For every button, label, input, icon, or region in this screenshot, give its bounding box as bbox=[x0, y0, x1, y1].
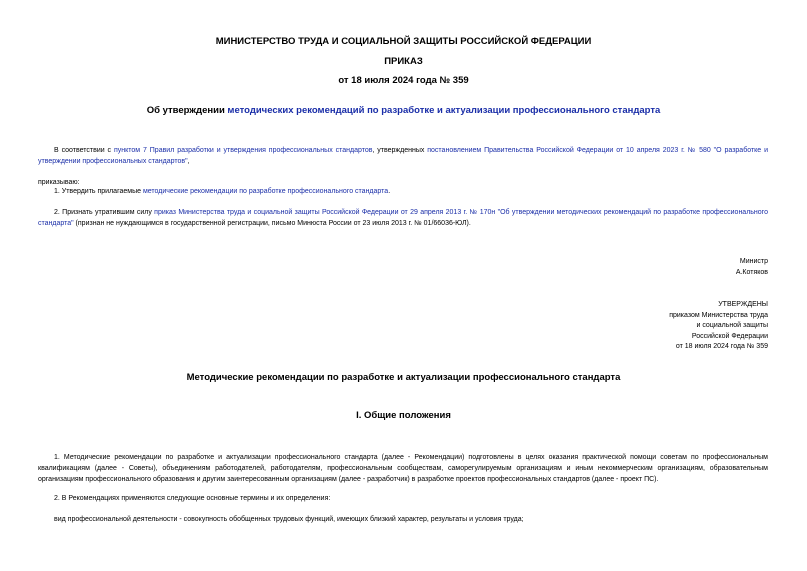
order-170n-link[interactable]: приказ Министерства труда и социальной защиты Российской Федерации от 29 апреля 2013 г. № 170н "Об утверждении методических рекомендаций по разработке профессионального стандарта" bbox=[38, 209, 768, 227]
order-word: приказываю: bbox=[38, 179, 80, 186]
item-1 bbox=[38, 186, 768, 197]
ministry-heading: МИНИСТЕРСТВО ТРУДА И СОЦИАЛЬНОЙ ЗАЩИТЫ РОССИЙСКОЙ ФЕДЕРАЦИИ bbox=[215, 36, 592, 47]
order-title-prefix: Об утверждении bbox=[146, 105, 228, 116]
signature-name: А.Котяков bbox=[735, 268, 768, 276]
preamble-text-2: , утвержденных bbox=[372, 147, 428, 154]
item-2-text: 2. Признать утратившим силу bbox=[54, 209, 155, 216]
approval-line-1: УТВЕРЖДЕНЫ bbox=[718, 301, 768, 308]
recommendations-title: Методические рекомендации по разработке и актуализации профессионального стандарта bbox=[186, 372, 621, 383]
order-title-link[interactable]: методических рекомендаций по разработке и актуализации профессионального стандарта bbox=[227, 105, 661, 116]
item-1-text: 1. Утвердить прилагаемые bbox=[54, 188, 143, 195]
paragraph-2: 2. В Рекомендациях применяются следующие основные термины и их определения: bbox=[54, 495, 331, 502]
approval-line-2: приказом Министерства труда bbox=[669, 311, 768, 319]
recommendations-link[interactable]: методические рекомендации по разработке профессионального стандарта bbox=[142, 188, 389, 195]
approval-line-5: от 18 июля 2024 года № 359 bbox=[675, 343, 768, 350]
item-2 bbox=[38, 207, 768, 229]
approval-line-3: и социальной защиты bbox=[696, 322, 768, 329]
signature-block bbox=[736, 257, 768, 278]
approval-line-4: Российской Федерации bbox=[691, 332, 768, 340]
rules-point7-link[interactable]: пунктом 7 Правил разработки и утверждения профессиональных стандартов bbox=[113, 147, 373, 154]
paragraph-3: вид профессиональной деятельности - совокупность обобщенных трудовых функций, имеющих близкий характер, результаты и условия труда; bbox=[54, 516, 524, 523]
approval-block bbox=[669, 300, 768, 353]
doc-type-heading: ПРИКАЗ bbox=[384, 56, 423, 67]
preamble-text-1: В соответствии с bbox=[54, 147, 114, 154]
order-date: от 18 июля 2024 года № 359 bbox=[338, 75, 469, 86]
preamble-paragraph bbox=[38, 145, 768, 167]
item-1-end: . bbox=[388, 188, 391, 195]
order-title bbox=[0, 105, 807, 116]
signature-position: Министр bbox=[739, 258, 768, 265]
item-2-end: (признан не нуждающимся в государственной регистрации, письмо Минюста России от 23 июля 2013 г. № 01/66036-ЮЛ). bbox=[73, 220, 471, 227]
paragraph-1: 1. Методические рекомендации по разработке и актуализации профессионального стандарта (далее - Рекомендации) подготовлены в целях оказания практической помощи советам по профессиональным квалификациям (далее - Советы), объединениям работодателей, работодателям, профессиональным сообществам, саморегулируемым организациям и иным некоммерческим организациям, образовательным организациям профессионального образования и другим заинтересованным организациям (далее - разработчик) в разработке проектов профессиональных стандартов (далее - проект ПС). bbox=[38, 454, 768, 483]
government-decree-link[interactable]: постановлением Правительства Российской Федерации от 10 апреля 2023 г. № 580 "О разработке и утверждении профессиональных стандартов" bbox=[38, 147, 768, 165]
section-1-title: I. Общие положения bbox=[356, 410, 451, 421]
preamble-text-3: , bbox=[187, 158, 190, 165]
